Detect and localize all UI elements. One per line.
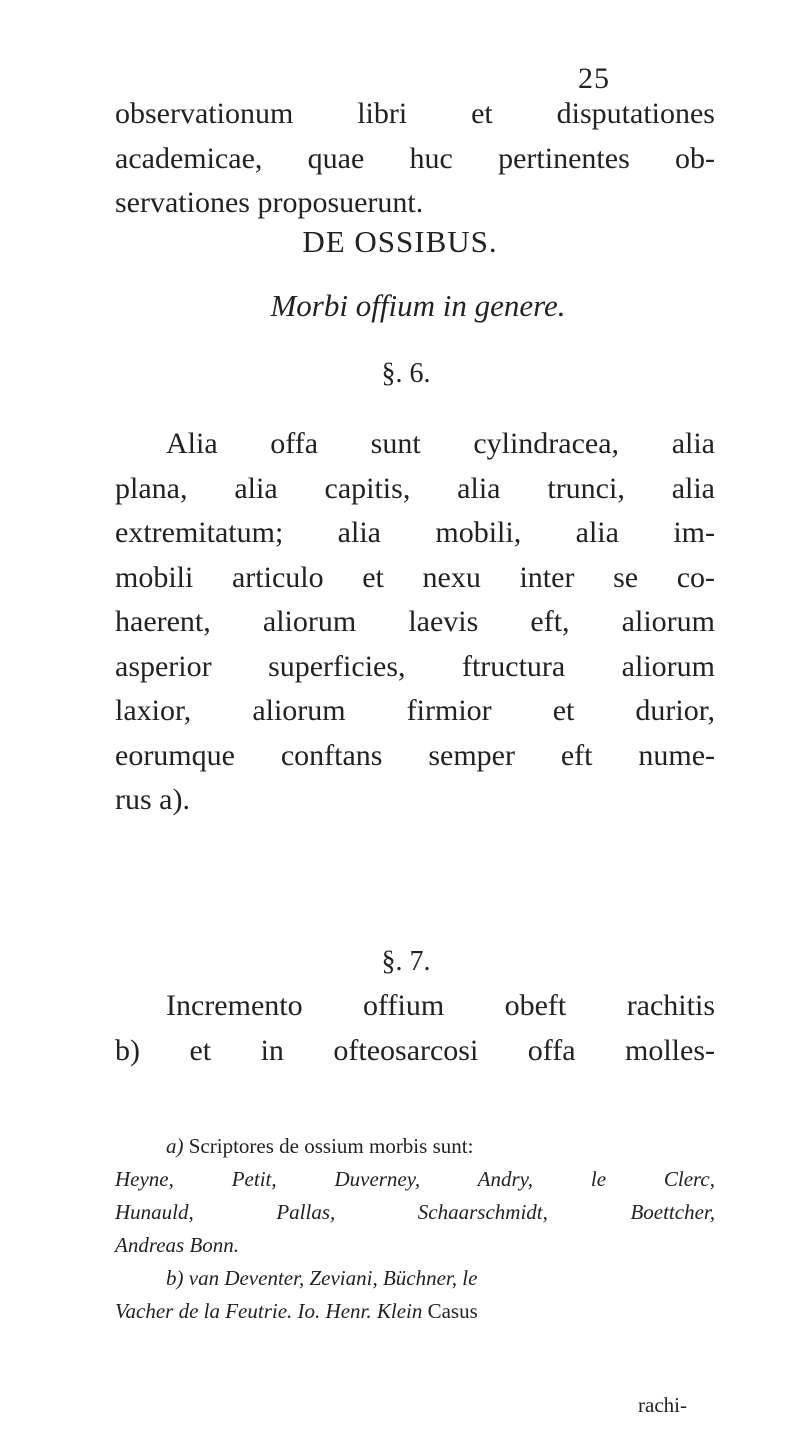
text-line: b) et in ofteosarcosi offa molles- <box>115 1033 715 1067</box>
intro-paragraph <box>115 92 715 226</box>
chapter-subheading: Morbi offium in genere. <box>270 288 566 323</box>
page-number: 25 <box>578 62 610 95</box>
section-number-7: §. 7. <box>381 946 431 977</box>
text-line: rus a). <box>115 783 190 816</box>
text-line: laxior, aliorum firmior et durior, <box>115 694 715 727</box>
footnotes <box>115 1130 715 1328</box>
text-line: academicae, quae huc pertinentes ob- <box>115 141 715 175</box>
section-number-6: §. 6. <box>381 358 431 389</box>
text-line: plana, alia capitis, alia trunci, alia <box>115 471 715 505</box>
footnote-b <box>115 1262 715 1295</box>
footnote-names: Hunauld, Pallas, Schaarschmidt, Boettcher, <box>115 1200 715 1224</box>
footnote-names: Andreas Bonn. <box>115 1233 240 1257</box>
text-line: servationes proposuerunt. <box>115 186 424 219</box>
text-line: eorumque conftans semper eft nume- <box>115 738 715 772</box>
text-line: Incremento offium obeft rachitis <box>166 989 715 1022</box>
paragraph-7 <box>115 984 715 1073</box>
text-line: observationum libri et disputationes <box>115 97 715 130</box>
footnote-label: b) <box>166 1266 184 1290</box>
footnote-names: van Deventer, Zeviani, Büchner, le <box>188 1266 478 1290</box>
chapter-heading: DE OSSIBUS. <box>302 224 498 259</box>
footnote-a <box>115 1130 715 1163</box>
footnote-text: Casus <box>427 1299 478 1323</box>
catchword: rachi- <box>638 1393 687 1417</box>
footnote-text: Scriptores de ossium morbis sunt: <box>188 1134 474 1158</box>
footnote-label: a) <box>166 1134 184 1158</box>
text-line: extremitatum; alia mobili, alia im- <box>115 516 715 549</box>
footnote-names: Vacher de la Feutrie. Io. Henr. Klein <box>115 1299 423 1323</box>
text-line: mobili articulo et nexu inter se co- <box>115 560 715 594</box>
footnote-names: Heyne, Petit, Duverney, Andry, le Clerc, <box>115 1167 715 1191</box>
text-line: Alia offa sunt cylindracea, alia <box>166 427 715 460</box>
footnote-b-continued <box>115 1295 715 1328</box>
text-line: asperior superficies, ftructura aliorum <box>115 649 715 683</box>
paragraph-6 <box>115 422 715 823</box>
text-line: haerent, aliorum laevis eft, aliorum <box>115 605 715 638</box>
